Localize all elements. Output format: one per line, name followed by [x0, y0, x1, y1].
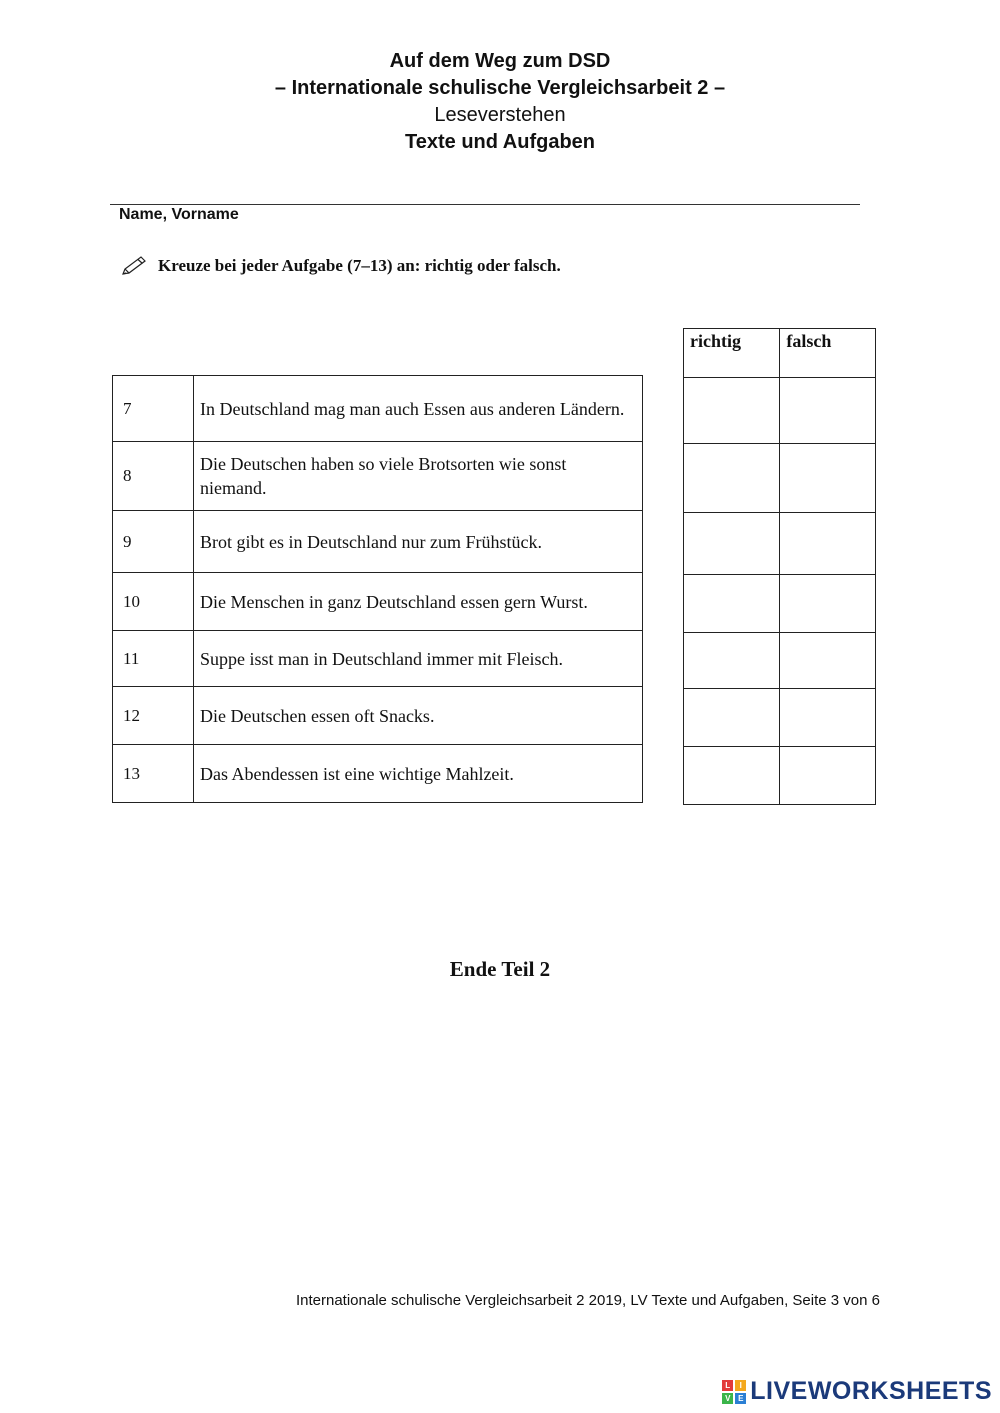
header-subtitle: – Internationale schulische Vergleichsarbeit 2 – — [274, 77, 726, 99]
page-footer: Internationale schulische Vergleichsarbeit 2 2019, LV Texte und Aufgaben, Seite 3 von 6 — [295, 1292, 880, 1309]
instruction — [120, 255, 561, 277]
answer-table — [683, 328, 876, 805]
table-row — [113, 442, 643, 511]
liveworksheets-icon — [722, 1380, 746, 1404]
question-text: Die Deutschen haben so viele Brotsorten wie sonst niemand. — [194, 442, 643, 511]
name-label: Name, Vorname — [119, 206, 239, 223]
name-input-line[interactable] — [110, 204, 860, 205]
question-number: 9 — [113, 511, 194, 573]
table-row — [113, 511, 643, 573]
question-number: 7 — [113, 376, 194, 442]
answer-cell-10-richtig[interactable] — [684, 575, 780, 633]
table-row — [113, 745, 643, 803]
answer-cell-12-richtig[interactable] — [684, 689, 780, 747]
answer-cell-7-falsch[interactable] — [780, 378, 876, 444]
question-text: Suppe isst man in Deutschland immer mit Fleisch. — [194, 631, 643, 687]
logo-letter: V — [722, 1393, 733, 1404]
header-falsch: falsch — [780, 329, 876, 378]
question-number: 10 — [113, 573, 194, 631]
answer-cell-11-richtig[interactable] — [684, 633, 780, 689]
table-row — [113, 376, 643, 442]
instruction-text: Kreuze bei jeder Aufgabe (7–13) an: richtig oder falsch. — [158, 256, 561, 275]
logo-letter: L — [722, 1380, 733, 1391]
question-text: Die Menschen in ganz Deutschland essen gern Wurst. — [194, 573, 643, 631]
question-number: 11 — [113, 631, 194, 687]
question-text: Die Deutschen essen oft Snacks. — [194, 687, 643, 745]
brand-logo[interactable] — [722, 1377, 992, 1406]
logo-letter: I — [735, 1380, 746, 1391]
answer-cell-12-falsch[interactable] — [780, 689, 876, 747]
answer-cell-9-falsch[interactable] — [780, 513, 876, 575]
answer-cell-10-falsch[interactable] — [780, 575, 876, 633]
question-number: 12 — [113, 687, 194, 745]
question-text: Das Abendessen ist eine wichtige Mahlzeit. — [194, 745, 643, 803]
header-section: Leseverstehen — [434, 104, 566, 126]
pencil-icon — [120, 255, 148, 277]
answer-cell-13-falsch[interactable] — [780, 747, 876, 805]
table-row — [113, 573, 643, 631]
question-number: 8 — [113, 442, 194, 511]
answer-cell-11-falsch[interactable] — [780, 633, 876, 689]
table-row — [113, 687, 643, 745]
table-row — [113, 631, 643, 687]
header-title: Auf dem Weg zum DSD — [389, 50, 611, 72]
question-table — [112, 375, 643, 803]
document-header — [0, 48, 1000, 156]
end-part-heading: Ende Teil 2 — [449, 957, 551, 981]
answer-cell-7-richtig[interactable] — [684, 378, 780, 444]
header-richtig: richtig — [684, 329, 780, 378]
answer-cell-13-richtig[interactable] — [684, 747, 780, 805]
header-part: Texte und Aufgaben — [405, 131, 595, 153]
question-text: Brot gibt es in Deutschland nur zum Frühstück. — [194, 511, 643, 573]
question-number: 13 — [113, 745, 194, 803]
answer-cell-8-falsch[interactable] — [780, 444, 876, 513]
answer-cell-8-richtig[interactable] — [684, 444, 780, 513]
answer-cell-9-richtig[interactable] — [684, 513, 780, 575]
logo-letter: E — [735, 1393, 746, 1404]
brand-name: LIVEWORKSHEETS — [750, 1377, 992, 1405]
question-text: In Deutschland mag man auch Essen aus anderen Ländern. — [194, 376, 643, 442]
